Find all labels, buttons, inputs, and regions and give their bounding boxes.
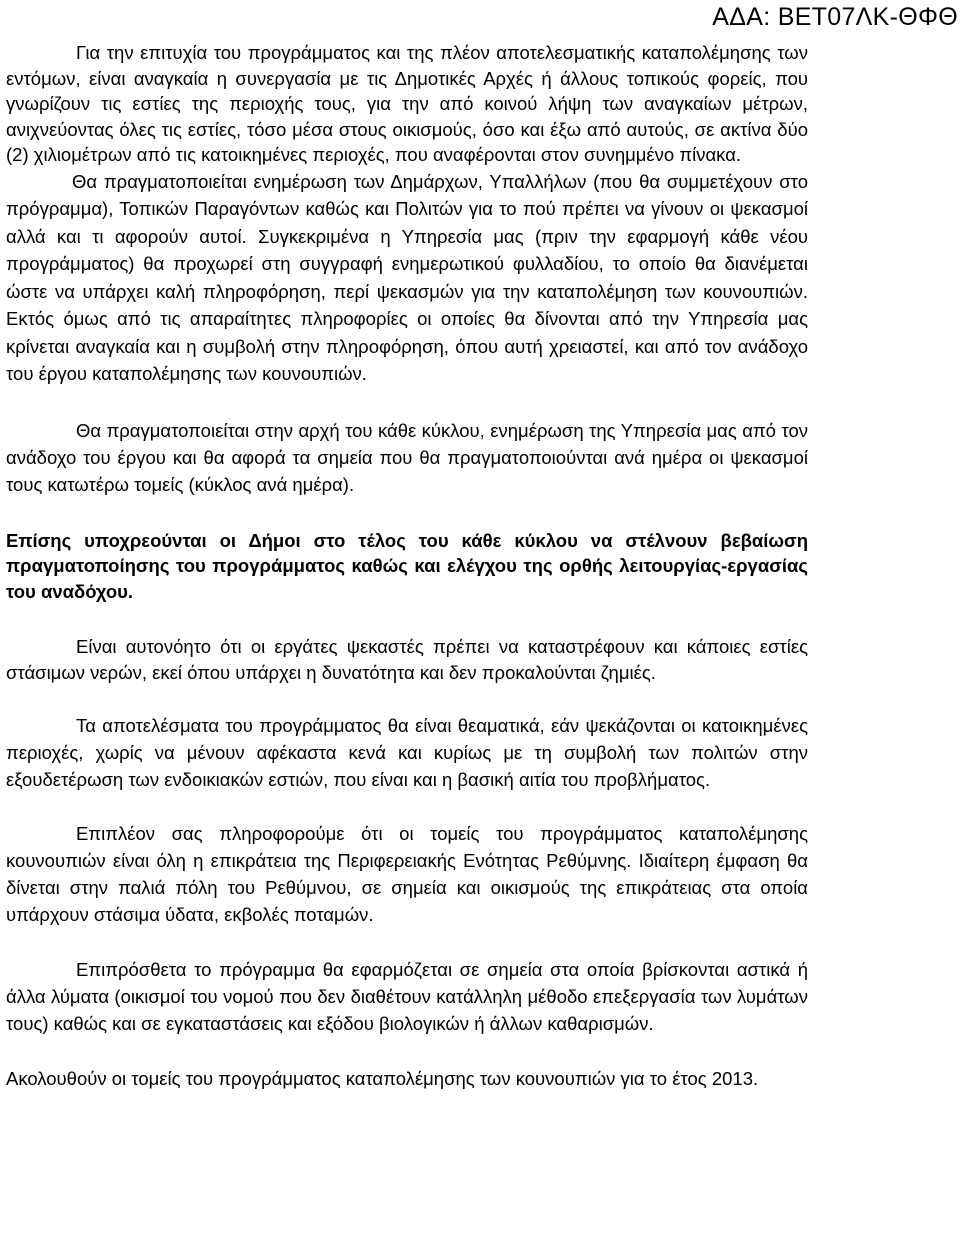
document-body <box>6 40 808 1091</box>
ada-code: ΑΔΑ: ΒΕΤ07ΛΚ-ΘΦΘ <box>712 3 958 31</box>
paragraph-wastewater-sites: Επιπρόσθετα το πρόγραμμα θα εφαρμόζεται σε σημεία στα οποία βρίσκονται αστικά ή άλλα λύματα (οικισμοί του νομού που δεν διαθέτουν κατάλληλη μέθοδο επεξεργασία των λυμάτων τους) καθώς και σε εγκαταστάσεις και εξόδου βιολογικών ή άλλων καθαρισμών. <box>6 959 808 1035</box>
paragraph-information: Θα πραγματοποιείται ενημέρωση των Δημάρχων, Υπαλλήλων (που θα συμμετέχουν στο πρόγραμμα), Τοπικών Παραγόντων καθώς και Πολιτών για το πού πρέπει να γίνουν οι ψεκασμοί αλλά και τι αφορούν αυτοί. Συγκεκριμένα η Υπηρεσία μας (πριν την εφαρμογή κάθε νέου προγράμματος) θα προχωρεί στη συγγραφή ενημερωτικού φυλλαδίου, το οποίο θα διανέμεται ώστε να υπάρχει καλή πληροφόρηση, περί ψεκασμών για την καταπολέμηση των κουνουπιών. Εκτός όμως από τις απαραίτητες πληροφορίες οι οποίες θα δίνονται από την Υπηρεσία μας κρίνεται αναγκαία και η συμβολή στην πληροφόρηση, όπου αυτή χρειαστεί, και από τον ανάδοχο του έργου καταπολέμησης των κουνουπιών. <box>6 170 808 385</box>
paragraph-program-results: Τα αποτελέσματα του προγράμματος θα είναι θεαματικά, εάν ψεκάζονται οι κατοικημένες περιοχές, χωρίς να μένουν αφέκαστα κενά και κυρίως με τη συμβολή των πολιτών στην εξουδετέρωση των ενδοικιακών εστιών, που είναι και η βασική αιτία του προβλήματος. <box>6 715 808 791</box>
paragraph-cycle-briefing: Θα πραγματοποιείται στην αρχή του κάθε κύκλου, ενημέρωση της Υπηρεσία μας από τον ανάδοχο του έργου και θα αφορά τα σημεία που θα πραγματοποιούνται ανά ημέρα οι ψεκασμοί τους κατωτέρω τομείς (κύκλος ανά ημέρα). <box>6 419 808 495</box>
paragraph-cooperation: Για την επιτυχία του προγράμματος και της πλέον αποτελεσματικής καταπολέμησης των εντόμων, είναι αναγκαία η συνεργασία με τις Δημοτικές Αρχές ή άλλους τοπικούς φορείς, που γνωρίζουν τις εστίες της περιοχής τους, για την από κοινού λήψη των αναγκαίων μέτρων, ανιχνεύοντας όλες τις εστίες, τόσο μέσα στους οικισμούς, όσο και έξω από αυτούς, σε ακτίνα δύο (2) χιλιομέτρων από τις κατοικημένες περιοχές, που αναφέρονται στον συνημμένο πίνακα. <box>6 42 808 166</box>
paragraph-municipal-obligations: Επίσης υποχρεούνται οι Δήμοι στο τέλος του κάθε κύκλου να στέλνουν βεβαίωση πραγματοποίησης του προγράμματος καθώς και ελέγχου της ορθής λειτουργίας-εργασίας του αναδόχου. <box>6 529 808 602</box>
paragraph-program-sectors: Επιπλέον σας πληροφορούμε ότι οι τομείς του προγράμματος καταπολέμησης κουνουπιών είναι όλη η επικράτεια της Περιφερειακής Ενότητας Ρεθύμνης. Ιδιαίτερη έμφαση θα δίνεται στην παλιά πόλη του Ρεθύμνου, σε σημεία και οικισμούς της επικράτειας στα οποία υπάρχουν στάσιμα ύδατα, εκβολές ποταμών. <box>6 823 808 926</box>
paragraph-sectors-intro: Ακολουθούν οι τομείς του προγράμματος καταπολέμησης των κουνουπιών για το έτος 2013. <box>6 1068 759 1090</box>
paragraph-sprayers-duties: Είναι αυτονόητο ότι οι εργάτες ψεκαστές πρέπει να καταστρέφουν και κάποιες εστίες στάσιμων νερών, εκεί όπου υπάρχει η δυνατότητα και δεν προκαλούνται ζημιές. <box>6 636 808 683</box>
